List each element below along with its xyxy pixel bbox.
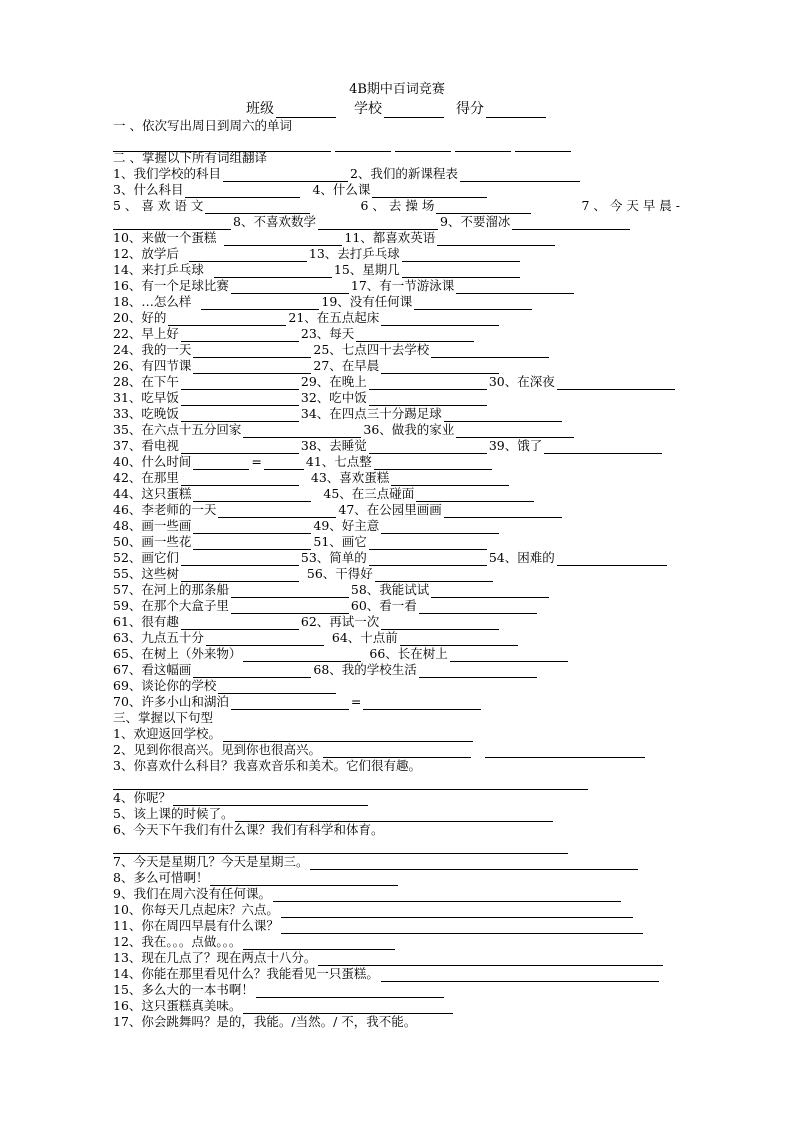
phrase-row (113, 278, 576, 294)
phrase-61: 61、很有趣 (113, 614, 179, 629)
phrase-45: 45、在三点碰面 (323, 486, 415, 501)
answer-blank[interactable] (391, 473, 509, 486)
phrase-60: 60、看一看 (350, 598, 417, 613)
sentence-16: 16、这只蛋糕真美味。 (113, 998, 242, 1013)
phrase-14: 14、来打乒乓球 (113, 262, 204, 277)
phrase-row (113, 390, 489, 406)
answer-blank[interactable] (218, 505, 336, 518)
phrase-32: 32、吃中饭 (300, 390, 367, 405)
answer-blank[interactable] (456, 281, 574, 294)
section-2-heading: 二 、掌握以下所有词组翻译 (113, 150, 267, 165)
equals-sign: = (251, 454, 262, 469)
answer-blank[interactable] (455, 139, 511, 152)
answer-blank[interactable] (181, 377, 299, 390)
phrase-row (113, 214, 632, 230)
answer-blank[interactable] (201, 297, 319, 310)
answer-blank[interactable] (193, 361, 311, 374)
equals-sign: = (350, 694, 362, 709)
answer-blank[interactable] (193, 345, 311, 358)
phrase-22: 22、早上好 (113, 326, 179, 341)
answer-blank[interactable] (557, 377, 675, 390)
sentence-8: 8、多么可惜啊！ (113, 870, 209, 885)
answer-blank[interactable] (223, 169, 348, 182)
phrase-69: 69、谈论你的学校 (113, 678, 217, 693)
sentence-row (113, 982, 446, 998)
answer-blank[interactable] (323, 745, 471, 758)
phrase-row (113, 502, 564, 518)
phrase-17: 17、有一节游泳课 (350, 278, 455, 293)
phrase-27: 27、在早晨 (313, 358, 380, 373)
answer-blank[interactable] (450, 649, 568, 662)
answer-blank[interactable] (372, 185, 487, 198)
answer-blank[interactable] (318, 953, 663, 966)
score-blank[interactable] (486, 105, 546, 118)
phrase-row (113, 342, 551, 358)
phrase-row (113, 694, 483, 710)
phrase-row (113, 182, 489, 198)
phrase-43: 43、喜欢蛋糕 (310, 470, 390, 485)
answer-blank[interactable] (235, 809, 553, 822)
phrase-26: 26、有四节课 (113, 358, 192, 373)
phrase-36: 36、做我的家业 (363, 422, 455, 437)
sentence-row (113, 950, 665, 966)
phrase-row (113, 294, 534, 310)
school-label: 学校 (354, 101, 382, 117)
answer-blank[interactable] (281, 905, 633, 918)
answer-blank[interactable] (218, 681, 336, 694)
phrase-4: 4、什么课 (312, 182, 371, 197)
sentence-row (113, 870, 400, 886)
answer-blank[interactable] (369, 393, 487, 406)
phrase-row (113, 662, 539, 678)
section-1-heading: 一 、依次写出周日到周六的单词 (113, 118, 292, 133)
answer-blank[interactable] (243, 1001, 453, 1014)
sentence-2: 2、见到你很高兴。见到你也很高兴。 (113, 742, 321, 757)
answer-blank[interactable] (400, 633, 518, 646)
answer-blank[interactable] (193, 457, 249, 470)
phrase-5: 5 、 喜 欢 语 文 (113, 198, 204, 213)
phrase-18: 18、…怎么样 (113, 294, 192, 309)
answer-blank[interactable] (419, 665, 537, 678)
sentence-14: 14、你能在那里看见什么？我能看见一只蛋糕。 (113, 966, 379, 981)
phrase-63: 63、九点五十分 (113, 630, 204, 645)
phrase-1: 1、我们学校的科目 (113, 166, 221, 181)
answer-blank[interactable] (205, 201, 310, 214)
sentence-row (113, 902, 635, 918)
phrase-3: 3、什么科目 (113, 182, 184, 197)
answer-blank[interactable] (381, 969, 659, 982)
answer-blank[interactable] (436, 201, 531, 214)
phrase-70: 70、许多小山和湖泊 (113, 694, 229, 709)
phrase-56: 56、干得好 (306, 566, 373, 581)
phrase-55: 55、这些树 (113, 566, 179, 581)
answer-blank[interactable] (369, 537, 487, 550)
answer-blank[interactable] (419, 601, 537, 614)
phrase-row (113, 534, 489, 550)
answer-blank[interactable] (557, 553, 667, 566)
answer-blank[interactable] (214, 265, 332, 278)
phrase-row (113, 230, 557, 246)
answer-blank[interactable] (414, 297, 532, 310)
answer-blank[interactable] (335, 139, 391, 152)
phrase-24: 24、我的一天 (113, 342, 192, 357)
sentence-row (113, 886, 623, 902)
answer-blank[interactable] (168, 313, 286, 326)
answer-blank[interactable] (181, 553, 299, 566)
sentence-6: 6、今天下午我们有什么课？我们有科学和体育。 (113, 822, 384, 837)
answer-blank[interactable] (231, 697, 349, 710)
answer-blank[interactable] (369, 441, 487, 454)
phrase-row (113, 166, 582, 182)
phrase-13: 13、去打乒乓球 (308, 246, 400, 261)
answer-blank[interactable] (181, 473, 299, 486)
answer-blank[interactable] (512, 217, 630, 230)
answer-blank[interactable] (369, 377, 487, 390)
phrase-48: 48、画一些画 (113, 518, 192, 533)
phrase-54: 54、困难的 (488, 550, 555, 565)
phrase-64: 64、十点前 (331, 630, 398, 645)
answer-blank[interactable] (113, 777, 588, 790)
answer-blank[interactable] (243, 425, 361, 438)
phrase-65: 65、在树上（外来物） (113, 646, 242, 661)
answer-blank[interactable] (318, 217, 438, 230)
answer-blank[interactable] (381, 617, 499, 630)
answer-blank[interactable] (231, 601, 349, 614)
answer-blank[interactable] (381, 521, 499, 534)
phrase-35: 35、在六点十五分回家 (113, 422, 242, 437)
sentence-4: 4、你呢？ (113, 790, 171, 805)
phrase-row (113, 646, 570, 662)
phrase-row (113, 518, 501, 534)
answer-blank[interactable] (231, 585, 349, 598)
score-label: 得分 (456, 101, 484, 117)
sentence-row (113, 774, 590, 790)
class-blank[interactable] (276, 105, 336, 118)
answer-blank[interactable] (243, 649, 361, 662)
sentence-row (113, 934, 397, 950)
answer-blank[interactable] (181, 441, 299, 454)
answer-blank[interactable] (460, 169, 580, 182)
sentence-row (113, 726, 475, 742)
phrase-40: 40、什么时间 (113, 454, 192, 469)
phrase-8: 8、不喜欢数学 (233, 214, 316, 229)
answer-blank[interactable] (444, 505, 562, 518)
school-blank[interactable] (384, 105, 444, 118)
answer-blank[interactable] (369, 553, 487, 566)
answer-blank[interactable] (356, 329, 474, 342)
answer-blank[interactable] (381, 313, 499, 326)
sentence-row (113, 758, 421, 774)
answer-blank[interactable] (431, 345, 549, 358)
phrase-row (113, 374, 677, 390)
page-title: 4B期中百词竞赛 (349, 82, 445, 97)
answer-blank[interactable] (193, 521, 311, 534)
answer-blank[interactable] (193, 665, 311, 678)
answer-blank[interactable] (281, 921, 643, 934)
phrase-row (113, 582, 551, 598)
sentence-17: 17、你会跳舞吗？是的，我能。/当然。/ 不，我不能。 (113, 1014, 417, 1029)
phrase-row (113, 550, 669, 566)
phrase-39: 39、饿了 (488, 438, 543, 453)
phrase-row (113, 246, 522, 262)
class-label: 班级 (246, 101, 274, 117)
answer-blank[interactable] (113, 841, 568, 854)
answer-blank[interactable] (256, 985, 444, 998)
answer-blank[interactable] (231, 281, 349, 294)
sentence-row (113, 966, 661, 982)
sentence-15: 15、多么大的一本书啊！ (113, 982, 254, 997)
answer-blank[interactable] (210, 873, 398, 886)
sentence-row (113, 790, 370, 806)
sentence-3: 3、你喜欢什么科目？我喜欢音乐和美术。它们很有趣。 (113, 758, 421, 773)
phrase-42: 42、在那里 (113, 470, 179, 485)
phrase-59: 59、在那个大盒子里 (113, 598, 229, 613)
phrase-row (113, 454, 494, 470)
answer-blank[interactable] (193, 489, 311, 502)
answer-blank[interactable] (515, 139, 571, 152)
answer-blank[interactable] (223, 729, 473, 742)
answer-blank[interactable] (437, 233, 555, 246)
answer-blank[interactable] (206, 633, 324, 646)
phrase-28: 28、在下午 (113, 374, 179, 389)
phrase-25: 25、七点四十去学校 (313, 342, 430, 357)
sentence-5: 5、该上课的时候了。 (113, 806, 234, 821)
phrase-row (113, 630, 520, 646)
phrase-53: 53、简单的 (300, 550, 367, 565)
sentence-row (113, 918, 645, 934)
phrase-12: 12、放学后 (113, 246, 179, 261)
phrase-row (113, 358, 501, 374)
answer-blank[interactable] (375, 569, 493, 582)
phrase-21: 21、在五点起床 (288, 310, 380, 325)
phrase-row (113, 406, 564, 422)
phrase-row (113, 438, 664, 454)
phrase-52: 52、画它们 (113, 550, 179, 565)
phrase-57: 57、在河上的那条船 (113, 582, 229, 597)
phrase-50: 50、画一些花 (113, 534, 192, 549)
phrase-44: 44、这只蛋糕 (113, 486, 192, 501)
phrase-15: 15、星期几 (333, 262, 400, 277)
phrase-row (113, 422, 576, 438)
answer-blank[interactable] (193, 537, 311, 550)
sentence-row (113, 854, 640, 870)
phrase-row (113, 598, 539, 614)
phrase-16: 16、有一个足球比赛 (113, 278, 229, 293)
sentence-11: 11、你在周四早晨有什么课？ (113, 918, 279, 933)
answer-blank[interactable] (395, 139, 451, 152)
phrase-row (113, 678, 338, 694)
answer-blank[interactable] (363, 697, 481, 710)
sentence-row (113, 998, 455, 1014)
phrase-9: 9、不要溜冰 (439, 214, 511, 229)
phrase-51: 51、画它 (313, 534, 367, 549)
answer-blank[interactable] (402, 265, 520, 278)
student-info-row (246, 98, 548, 118)
phrase-58: 58、我能试试 (350, 582, 430, 597)
sentence-10: 10、你每天几点起床？六点。 (113, 902, 279, 917)
phrase-19: 19、没有任何课 (321, 294, 413, 309)
phrase-7: 7 、 今 天 早 晨 - (581, 198, 680, 213)
sentence-row (113, 1014, 416, 1030)
phrase-6: 6 、 去 操 场 (360, 198, 435, 213)
phrase-67: 67、看这幅画 (113, 662, 192, 677)
answer-blank[interactable] (264, 457, 304, 470)
phrase-37: 37、看电视 (113, 438, 179, 453)
sentence-13: 13、现在几点了？现在两点十八分。 (113, 950, 317, 965)
phrase-41: 41、七点整 (305, 454, 372, 469)
sentence-row (113, 838, 570, 854)
phrase-33: 33、吃晚饭 (113, 406, 179, 421)
phrase-47: 47、在公园里画画 (338, 502, 442, 517)
sentence-9: 9、我们在周六没有任何课。 (113, 886, 271, 901)
phrase-row (113, 566, 495, 582)
phrase-2: 2、我们的新课程表 (349, 166, 458, 181)
phrase-30: 30、在深夜 (488, 374, 555, 389)
phrase-row (113, 486, 536, 502)
phrase-row (113, 614, 501, 630)
answer-blank[interactable] (243, 937, 395, 950)
sentence-row (113, 822, 383, 838)
answer-blank[interactable] (113, 217, 231, 230)
sentence-row (113, 806, 555, 822)
phrase-row (113, 262, 522, 278)
phrase-62: 62、再试一次 (300, 614, 380, 629)
answer-blank[interactable] (181, 393, 299, 406)
answer-blank[interactable] (431, 585, 549, 598)
phrase-row (113, 310, 501, 326)
answer-blank[interactable] (381, 361, 499, 374)
answer-blank[interactable] (310, 857, 638, 870)
sentence-row (113, 742, 647, 758)
answer-blank[interactable] (173, 793, 368, 806)
phrase-68: 68、我的学校生活 (313, 662, 417, 677)
phrase-49: 49、好主意 (313, 518, 380, 533)
answer-blank[interactable] (189, 249, 307, 262)
phrase-46: 46、李老师的一天 (113, 502, 217, 517)
phrase-29: 29、在晚上 (300, 374, 367, 389)
phrase-31: 31、吃早饭 (113, 390, 179, 405)
answer-blank[interactable] (181, 329, 299, 342)
phrase-66: 66、长在树上 (369, 646, 448, 661)
answer-blank[interactable] (456, 425, 574, 438)
answer-blank[interactable] (444, 409, 562, 422)
answer-blank[interactable] (374, 457, 492, 470)
phrase-row (113, 470, 511, 486)
phrase-23: 23、每天 (300, 326, 355, 341)
answer-blank[interactable] (224, 233, 342, 246)
sentence-12: 12、我在。。。点做。。。 (113, 934, 242, 949)
answer-blank[interactable] (485, 745, 645, 758)
answer-blank[interactable] (544, 441, 662, 454)
phrase-38: 38、去睡觉 (300, 438, 367, 453)
phrase-20: 20、好的 (113, 310, 167, 325)
answer-blank[interactable] (402, 249, 520, 262)
sentence-7: 7、今天是星期几？今天是星期三。 (113, 854, 309, 869)
phrase-11: 11、都喜欢英语 (344, 230, 436, 245)
answer-blank[interactable] (185, 185, 300, 198)
phrase-row (113, 326, 476, 342)
phrase-row (113, 198, 680, 214)
section-3-heading: 三、掌握以下句型 (113, 710, 214, 725)
sentence-1: 1、欢迎返回学校。 (113, 726, 221, 741)
answer-blank[interactable] (181, 409, 299, 422)
phrase-10: 10、来做一个蛋糕 (113, 230, 217, 245)
answer-blank[interactable] (416, 489, 534, 502)
answer-blank[interactable] (181, 617, 299, 630)
phrase-34: 34、在四点三十分踢足球 (300, 406, 442, 421)
answer-blank[interactable] (273, 889, 621, 902)
answer-blank[interactable] (181, 569, 299, 582)
